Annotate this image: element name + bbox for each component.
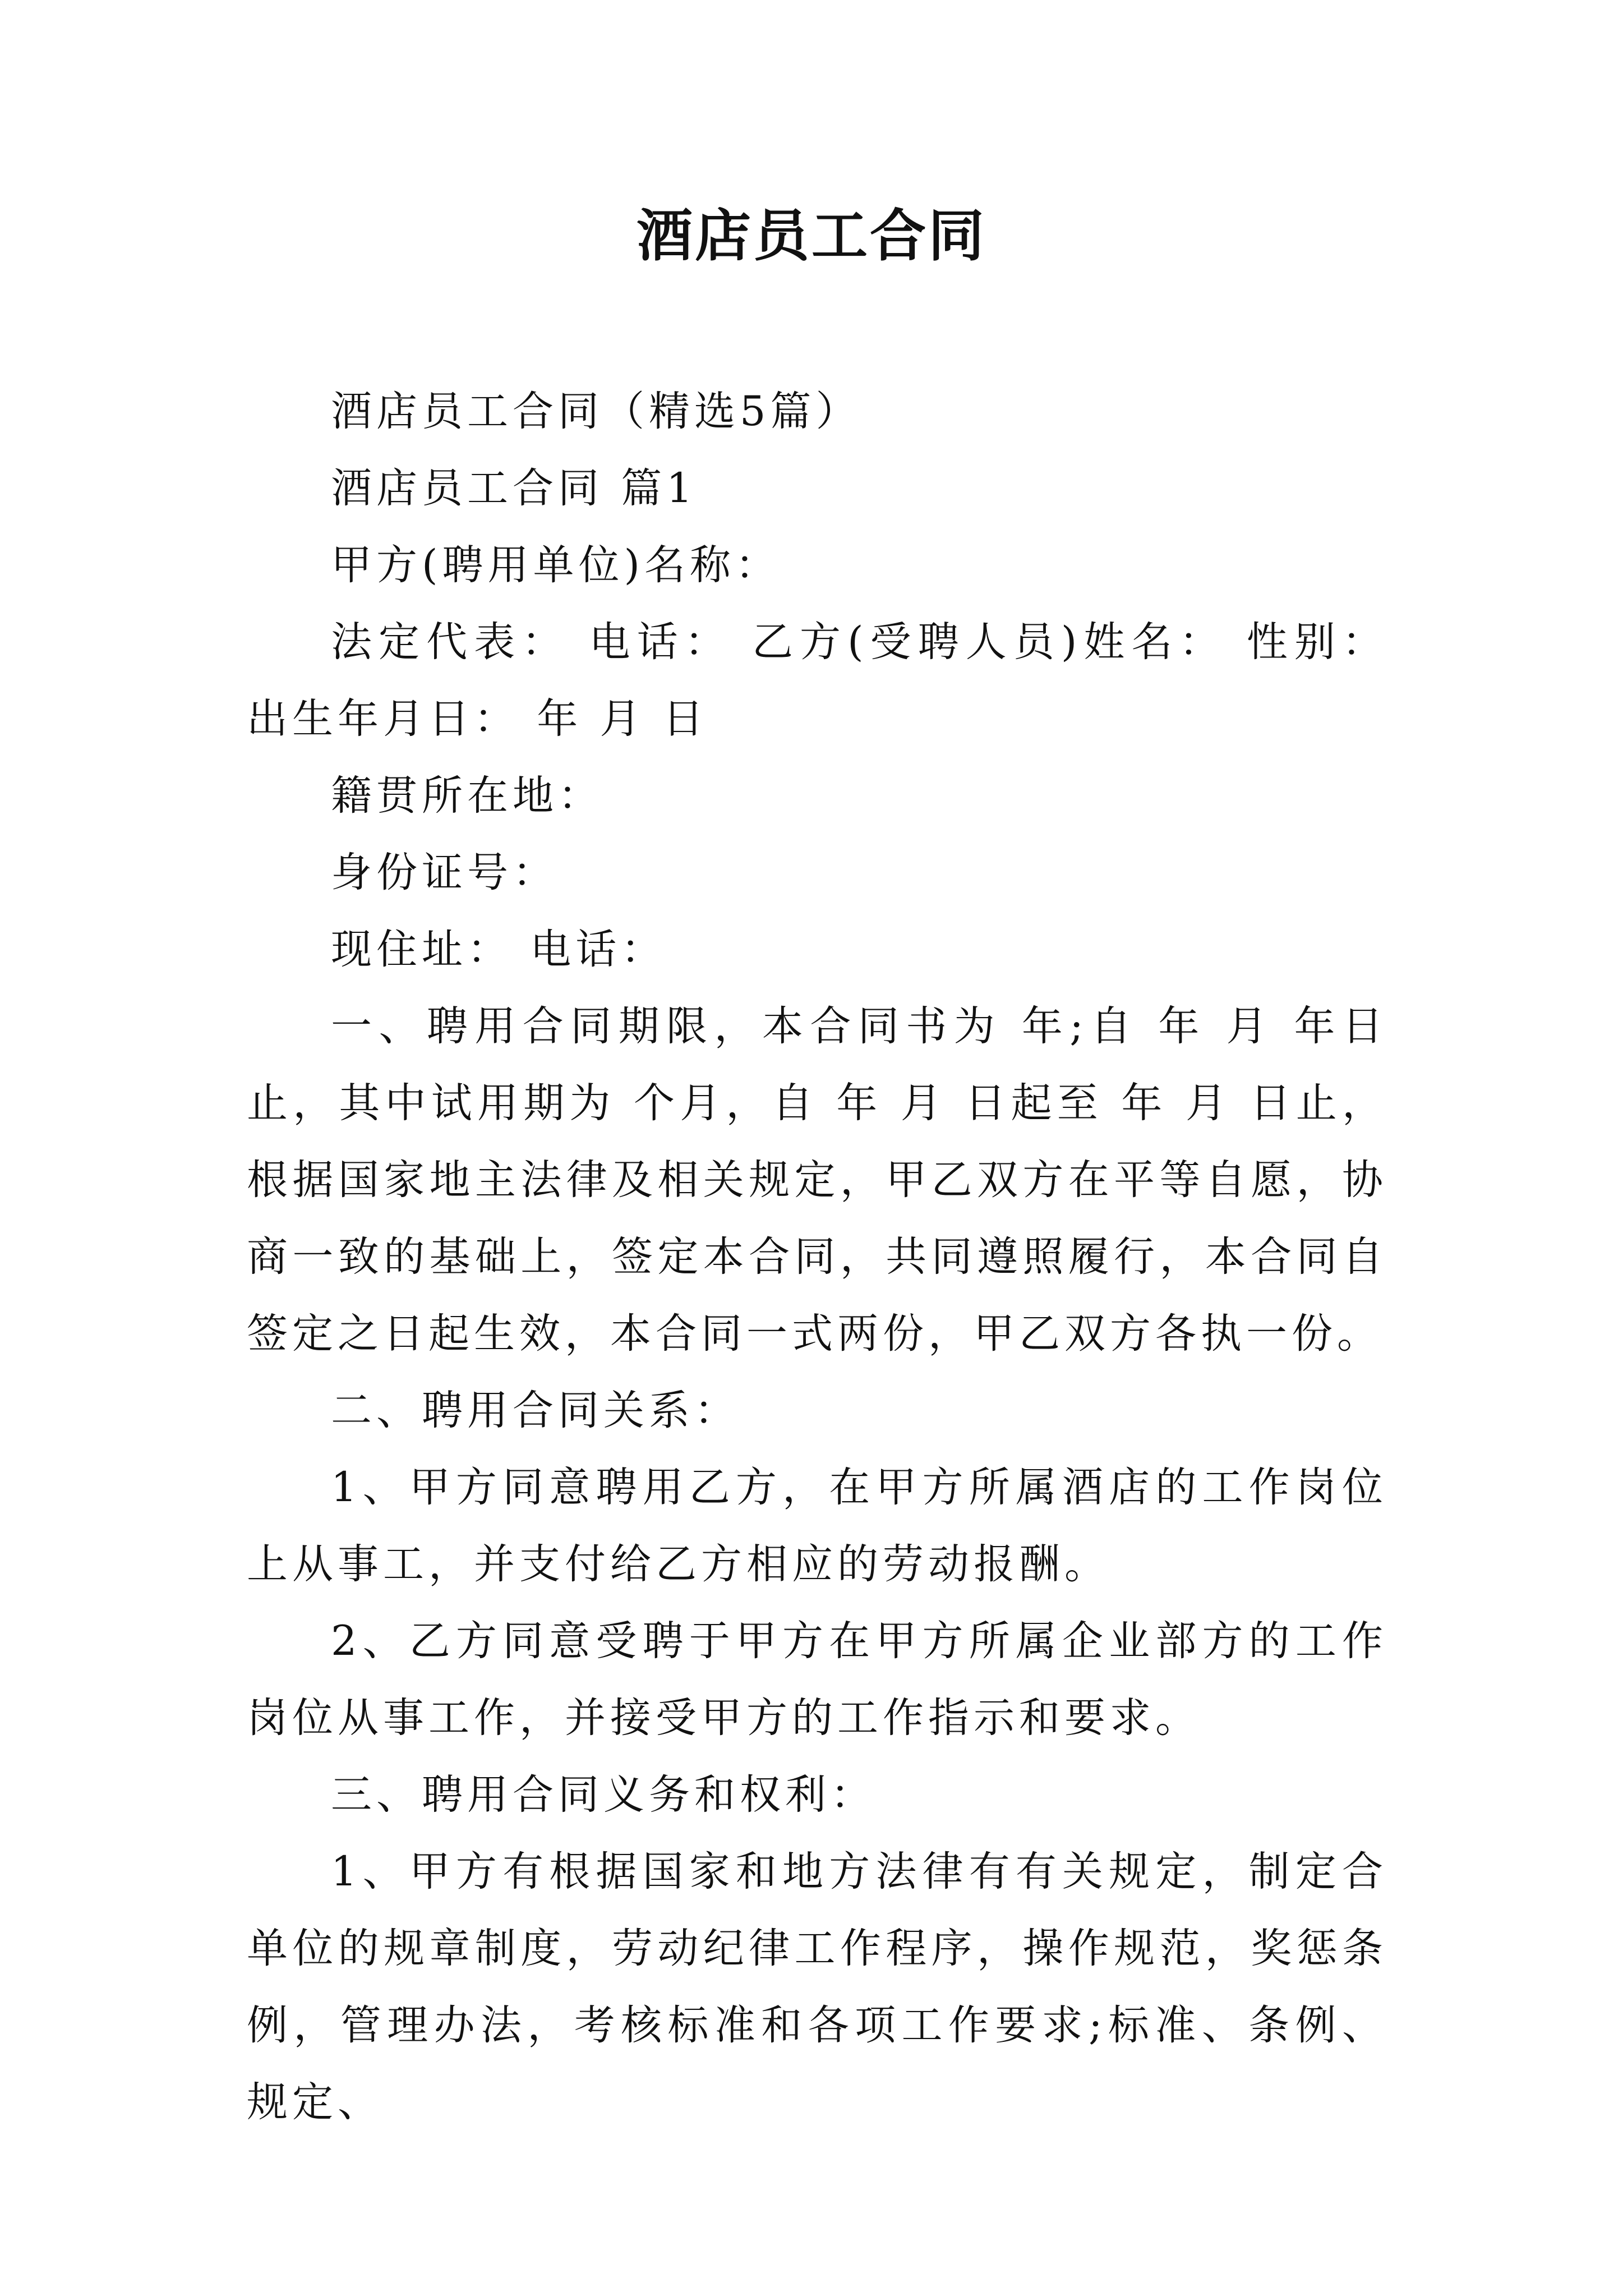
paragraph-party-a-name: 甲方(聘用单位)名称：: [331, 541, 781, 589]
paragraph-section-heading: 酒店员工合同 篇1: [331, 464, 697, 512]
paragraph-obligations-item-1: 1、甲方有根据国家和地方法律有有关规定，制定合单位的规章制度，劳动纪律工作程序，操作规范，奖惩条例，管理办法，考核标准和各项工作要求;标准、条例、规定、: [247, 1848, 1387, 2126]
paragraph-current-address: 现住址： 电话：: [331, 926, 667, 973]
paragraph-relationship-item-2: 2、乙方同意受聘于甲方在甲方所属企业部方的工作岗位从事工作，并接受甲方的工作指示和要求。: [247, 1617, 1387, 1742]
paragraph-id-number: 身份证号：: [331, 849, 558, 896]
paragraph-obligations-heading: 三、聘用合同义务和权利：: [331, 1771, 876, 1819]
paragraph-relationship-heading: 二、聘用合同关系：: [331, 1387, 740, 1434]
document-body: [247, 373, 1387, 2141]
paragraph-native-place: 籍贯所在地：: [331, 772, 603, 820]
paragraph-representative-info: 法定代表： 电话： 乙方(受聘人员)姓名： 性别： 出生年月日： 年 月 日: [247, 618, 1387, 743]
paragraph-subtitle: 酒店员工合同（精选5篇）: [331, 388, 861, 435]
document-title: 酒店员工合同: [637, 203, 986, 269]
paragraph-relationship-item-1: 1、甲方同意聘用乙方，在甲方所属酒店的工作岗位上从事工，并支付给乙方相应的劳动报酬。: [247, 1464, 1387, 1588]
paragraph-contract-term: 一、聘用合同期限，本合同书为 年;自 年 月 年日止，其中试用期为 个月，自 年 月 日起至 年 月 日止，根据国家地主法律及相关规定，甲乙双方在平等自愿，协商一致的基础上，签定本合同，共同遵照履行，本合同自签定之日起生效，本合同一式两份，甲乙双方各执一份。: [247, 1002, 1387, 1358]
